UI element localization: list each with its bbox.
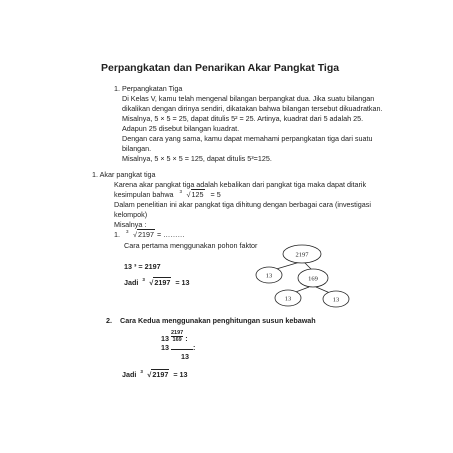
tree-root-label: 2197	[295, 251, 309, 259]
radicand: 2197	[154, 278, 171, 287]
division-row-3: 13	[181, 352, 189, 361]
division-base: 13	[161, 343, 169, 352]
item-number: 2.	[106, 316, 112, 325]
item-number: 1.	[114, 230, 120, 239]
cube-root-2197: 3 √2197	[126, 229, 154, 239]
division-row-2	[161, 343, 195, 352]
root-index: 3	[140, 369, 143, 374]
cube-root-125: 3 √125	[179, 189, 204, 199]
paragraph-line: Misalnya, 5 × 5 × 5 = 125, dapat ditulis 5³=125.	[122, 154, 272, 163]
page-title: Perpangkatan dan Penarikan Akar Pangkat Tiga	[101, 62, 340, 74]
division-base: 13	[161, 334, 169, 343]
fraction-bottom: 169	[172, 337, 182, 343]
paragraph-line: Karena akar pangkat tiga adalah kebalikan dari pangkat tiga maka dapat ditarik	[114, 180, 367, 189]
paragraph-line: Dengan cara yang sama, kamu dapat memahami perpangkatan tiga dari suatu	[122, 134, 373, 143]
cube-root-2197-result: 3 √2197	[142, 277, 171, 287]
result-line-2	[122, 370, 188, 379]
radicand: 2197	[152, 370, 169, 379]
tree-left-label: 13	[265, 272, 273, 280]
item-suffix: = ………	[156, 230, 185, 239]
paragraph-line: Di Kelas V, kamu telah mengenal bilangan berpangkat dua. Jika suatu bilangan	[122, 94, 375, 103]
result-value: = 13	[175, 278, 190, 287]
root-index: 3	[179, 189, 183, 194]
paragraph-line: Adapun 25 disebut bilangan kuadrat.	[122, 124, 240, 133]
result-value: = 13	[173, 370, 188, 379]
paragraph-line: Misalnya :	[114, 220, 147, 229]
paragraph-line: kelompok)	[114, 210, 148, 219]
statement-prefix: kesimpulan bahwa	[114, 190, 174, 199]
root-index: 3	[142, 277, 145, 282]
section-heading-perpangkatan-tiga: 1. Perpangkatan Tiga	[114, 84, 183, 93]
tree-bottom-right-label: 13	[332, 296, 340, 304]
division-colon: :	[185, 334, 188, 343]
tree-mid-label: 169	[308, 275, 318, 283]
paragraph-line: bilangan.	[122, 144, 152, 153]
root-index: 3	[126, 229, 129, 234]
division-row-1	[161, 330, 188, 343]
method-two-heading	[106, 316, 316, 325]
statement-suffix: = 5	[210, 190, 221, 199]
division-fraction	[171, 330, 183, 343]
jadi-label: Jadi	[122, 370, 137, 379]
fraction-top: 2197	[171, 330, 184, 336]
division-colon: :	[193, 343, 196, 352]
cube-root-2197-result: 3 √2197	[140, 369, 169, 379]
paragraph-line: dikalikan dengan dirinya sendiri, dikatakan bahwa bilangan tersebut dikuadratkan.	[122, 104, 383, 113]
tree-edge	[316, 287, 330, 293]
paragraph-line: Dalam penelitian ini akar pangkat tiga dihitung dengan berbagai cara (investigasi	[114, 200, 371, 209]
jadi-label: Jadi	[124, 278, 139, 287]
method-one-description: Cara pertama menggunakan pohon faktor	[124, 241, 258, 250]
cube-equation: 13 ³ = 2197	[124, 262, 161, 271]
paragraph-line: Misalnya, 5 × 5 = 25, dapat ditulis 5² = 25. Artinya, kuadrat dari 5 adalah 25.	[122, 114, 364, 123]
section-heading-akar-pangkat-tiga: 1. Akar pangkat tiga	[92, 170, 156, 179]
tree-bottom-left-label: 13	[284, 295, 292, 303]
method-two-title: Cara Kedua menggunakan penghitungan susun kebawah	[120, 316, 316, 325]
division-underline	[171, 349, 193, 350]
radicand: 2197	[137, 230, 154, 239]
radicand: 125	[191, 190, 204, 199]
